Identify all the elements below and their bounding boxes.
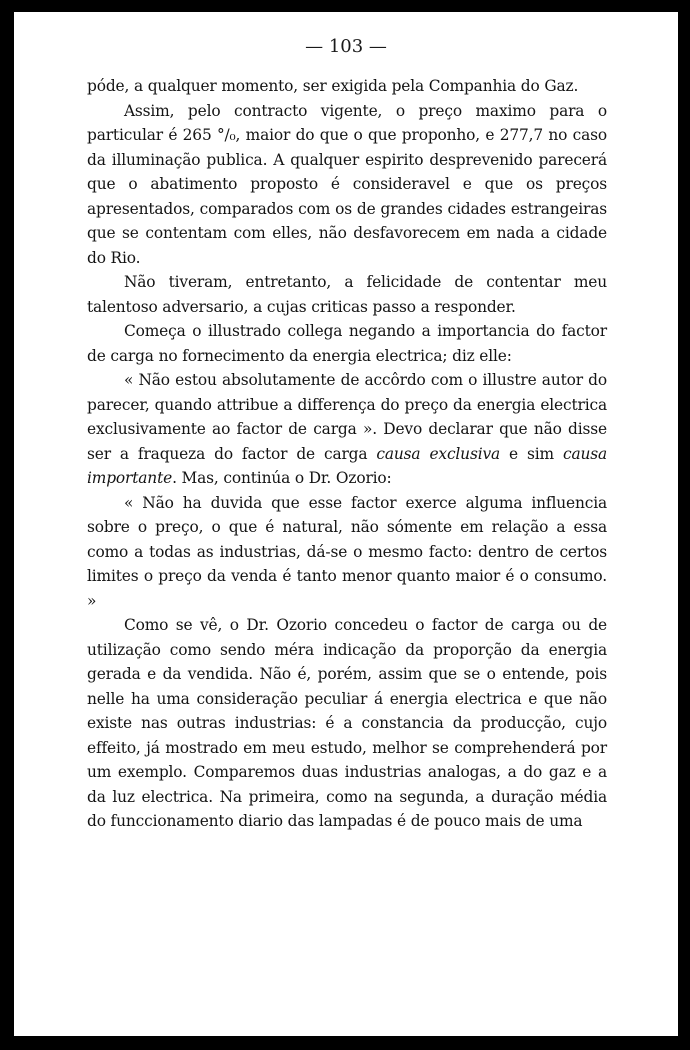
book-page bbox=[14, 12, 678, 1036]
text-run: Como se vê, o Dr. Ozorio concedeu o factor de carga ou de utilização como sendo méra indicação da proporção da energia gerada e da vendida. Não é, porém, assim que se o entende, pois nelle ha uma consideração peculiar á energia electrica e que não existe nas outras industrias: é a constancia da producção, cujo effeito, já mostrado em meu estudo, melhor se comprehenderá por um exemplo. Comparemos duas industrias analogas, a do gaz e a da luz electrica. Na primeira, como na segunda, a duração média do funccionamento diario das lampadas é de pouco mais de uma bbox=[87, 616, 607, 830]
text-run: Não tiveram, entretanto, a felicidade de contentar meu talentoso adversario, a cujas criticas passo a responder. bbox=[87, 273, 607, 316]
paragraph bbox=[87, 613, 607, 834]
text-run: póde, a qualquer momento, ser exigida pela Companhia do Gaz. bbox=[87, 77, 579, 95]
italic-phrase: causa exclusiva bbox=[376, 444, 501, 463]
paragraph bbox=[87, 74, 607, 99]
paragraph bbox=[87, 99, 607, 271]
text-run: Assim, pelo contracto vigente, o preço maximo para o particular é 265 °/₀, maior do que o que proponho, e 277,7 no caso da illuminação publica. A qualquer espirito desprevenido parecerá que o abatimento proposto é consideravel e que os preços apresentados, comparados com os de grandes cidades estrangeiras que se contentam com elles, não desfavorecem em nada a cidade do Rio. bbox=[87, 101, 607, 267]
paragraph bbox=[87, 270, 607, 319]
paragraph bbox=[87, 368, 607, 491]
page-number: — 103 — bbox=[305, 36, 387, 57]
paragraph bbox=[87, 319, 607, 368]
body-text bbox=[87, 74, 607, 834]
text-run: « Não estou absolutamente de accôrdo com o illustre autor do parecer, quando attribue a differença do preço da energia electrica exclusivamente ao factor de carga ». Devo declarar que não disse ser a fraqueza do factor de carga bbox=[87, 371, 607, 463]
text-run: Começa o illustrado collega negando a importancia do factor de carga no fornecimento da energia electrica; diz elle: bbox=[87, 322, 607, 365]
text-run: e sim bbox=[500, 444, 563, 463]
text-run: « Não ha duvida que esse factor exerce alguma influencia sobre o preço, o que é natural, não sómente em relação a essa como a todas as industrias, dá-se o mesmo facto: dentro de certos limites o preço da venda é tanto menor quanto maior é o consumo. » bbox=[87, 493, 607, 610]
text-run: . Mas, continúa o Dr. Ozorio: bbox=[172, 469, 392, 487]
paragraph bbox=[87, 491, 607, 614]
italic-phrase: causa importante bbox=[87, 444, 608, 487]
